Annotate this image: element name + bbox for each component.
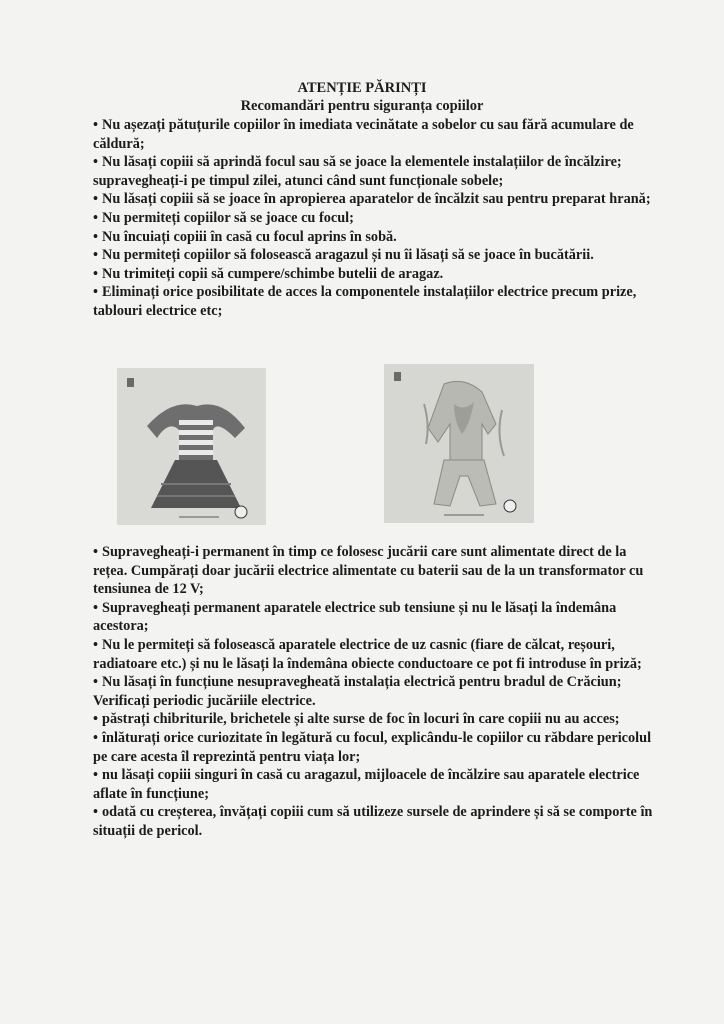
bullet: • bbox=[93, 247, 99, 264]
bullet: • bbox=[93, 191, 99, 208]
recommendations-list-bottom bbox=[93, 543, 653, 841]
list-item: • Eliminați orice posibilitate de acces la componentele instalațiilor electrice precum prize, tablouri electrice etc; bbox=[93, 284, 637, 319]
page-title: ATENȚIE PĂRINȚI bbox=[297, 80, 427, 96]
list-item: • Nu lăsați copiii să se joace în apropierea aparatelor de încălzit sau pentru preparat hrană; bbox=[93, 191, 651, 208]
recommendations-list-top bbox=[93, 116, 653, 321]
girl-dress-photo bbox=[117, 368, 266, 525]
list-item: • Nu trimiteți copii să cumpere/schimbe butelii de aragaz. bbox=[93, 265, 444, 282]
bullet: • bbox=[93, 544, 99, 560]
list-item: • nu lăsați copiii singuri în casă cu aragazul, mijloacele de încălzire sau aparatele electrice aflate în funcțiune; bbox=[93, 767, 640, 802]
list-item: • Nu permiteți copiilor să folosească aragazul și nu îi lăsați să se joace în bucătării. bbox=[93, 247, 594, 264]
bullet: • bbox=[93, 674, 99, 691]
list-item: • Nu lăsați în funcțiune nesupravegheată instalația electrică pentru bradul de Crăciun; Verificați periodic jucăriile electrice. bbox=[93, 674, 622, 709]
bullet: • bbox=[93, 265, 99, 282]
bullet: • bbox=[93, 599, 99, 616]
list-item: • Nu lăsați copiii să aprindă focul sau să se joace la elementele instalațiilor de încălzire; supravegheați-i pe timpul zilei, atunci când sunt funcționale sobele; bbox=[93, 154, 622, 189]
girl-dress-illustration bbox=[117, 368, 266, 525]
list-item: • Nu permiteți copiilor să se joace cu focul; bbox=[93, 209, 354, 226]
bullet: • bbox=[93, 711, 99, 728]
list-item: • Supravegheați-i permanent în timp ce folosesc jucării care sunt alimentate direct de la rețea. Cumpărați doar jucării electrice alimentate cu baterii sau de la un transformator cu tensiunea de 12 V; bbox=[93, 544, 644, 598]
bullet: • bbox=[93, 228, 99, 245]
list-item: • Supravegheați permanent aparatele electrice sub tensiune și nu le lăsați la îndemâna acestora; bbox=[93, 599, 617, 635]
list-item: • Nu le permiteți să folosească aparatele electrice de uz casnic (fiare de călcat, reșouri, radiatoare etc.) și nu le lăsați la îndemâna obiecte conductoare ce pot fi introduse în priză; bbox=[93, 636, 642, 672]
bullet: • bbox=[93, 804, 99, 821]
bullet: • bbox=[93, 767, 99, 784]
list-item: • Nu încuiați copiii în casă cu focul aprins în sobă. bbox=[93, 228, 397, 245]
bullet: • bbox=[93, 636, 99, 653]
bullet: • bbox=[93, 117, 99, 133]
bullet: • bbox=[93, 284, 99, 301]
list-item: • păstrați chibriturile, brichetele și alte surse de foc în locuri în care copiii nu au acces; bbox=[93, 711, 620, 728]
list-item: • odată cu creșterea, învățați copiii cum să utilizeze sursele de aprindere și să se comporte în situații de pericol. bbox=[93, 804, 653, 839]
burned-clothing-illustration bbox=[384, 364, 534, 523]
bullet: • bbox=[93, 209, 99, 226]
burned-clothing-photo bbox=[384, 364, 534, 523]
bullet: • bbox=[93, 729, 99, 746]
list-item: • înlăturați orice curiozitate în legătură cu focul, explicându-le copiilor cu răbdare pericolul pe care acesta îl reprezintă pentru viața lor; bbox=[93, 729, 652, 765]
page-subtitle: Recomandări pentru siguranța copiilor bbox=[240, 98, 484, 114]
list-item: • Nu așezați pătuțurile copiilor în imediata vecinătate a sobelor cu sau fără acumulare de căldură; bbox=[93, 117, 634, 152]
bullet: • bbox=[93, 154, 99, 171]
